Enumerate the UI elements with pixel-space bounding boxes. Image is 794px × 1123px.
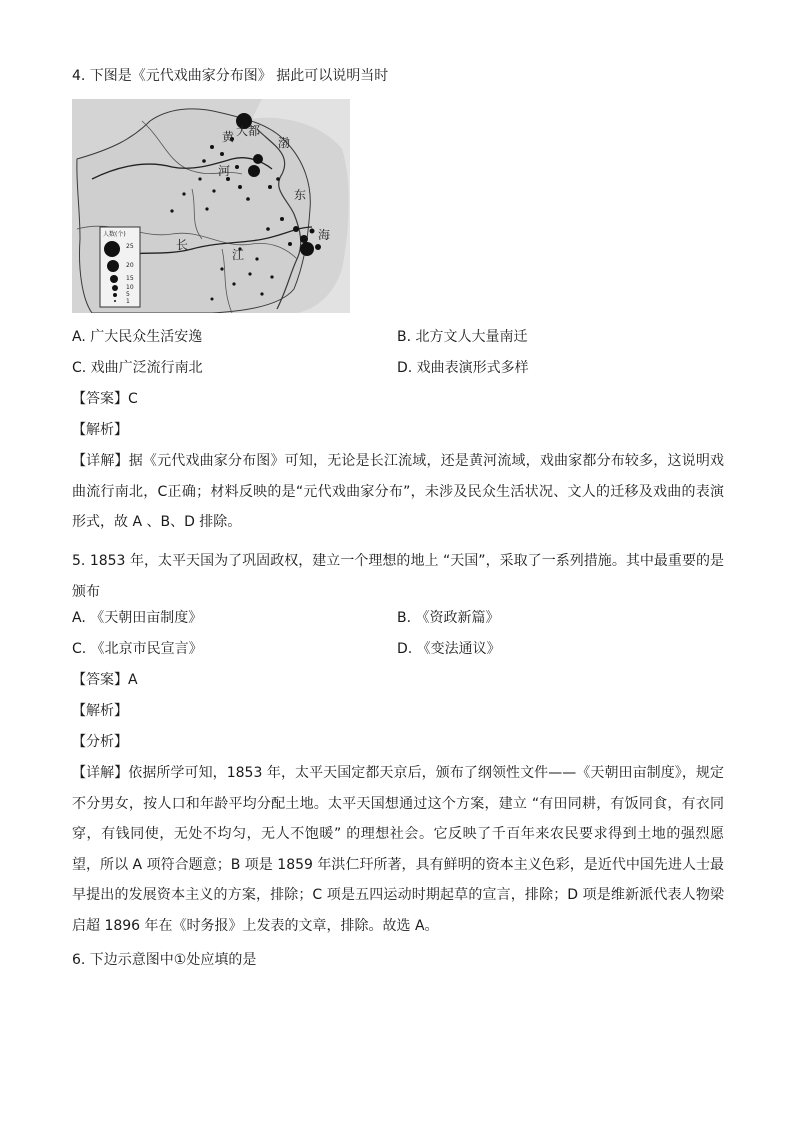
map-label-chang: 长 [176,238,189,252]
q5-analysis-label: 【解析】 [72,703,128,719]
map-label-jiang: 江 [232,248,245,262]
map-legend [100,227,140,307]
q4-detail: 【详解】据《元代戏曲家分布图》可知，无论是长江流域，还是黄河流域，戏曲家都分布较多，这说明戏曲流行南北，C正确；材料反映的是“元代戏曲家分布”，未涉及民众生活状况、文人的迁移及戏曲的表演形式，故 A 、B、D 排除。 [72,453,724,530]
legend-value: 20 [126,262,134,269]
q6-stem: 6. 下边示意图中①处应填的是 [72,952,257,968]
legend-title: 人数(个) [103,231,126,238]
q5-detail: 【详解】依据所学可知，1853 年，太平天国定都天京后，颁布了纲领性文件——《天朝田亩制度》，规定不分男女，按人口和年龄平均分配土地。太平天国想通过这个方案，建立 “有田同耕，有饭同食，有衣同穿，有钱同使，无处不均匀，无人不饱暖” 的理想社会。它反映了千百年来农民要求得到土地的强烈愿望，所以 A 项符合题意；B 项是 1859 年洪仁玕所著，具有鲜明的资本主义色彩，是近代中国先进人士最早提出的发展资本主义的方案，排除；C 项是五四运动时期起草的宣言，排除；D 项是维新派代表人物梁启超 1896 年在《时务报》上发表的文章，排除。故选 A。 [72,765,724,934]
legend-value: 25 [126,243,134,250]
legend-value: 10 [126,284,134,291]
q5-option-c: C. 《北京市民宣言》 [72,641,203,657]
q5-fenxi-label: 【分析】 [72,734,128,750]
answer-label: 【答案】 [72,672,128,688]
q4-stem: 4. 下图是《元代戏曲家分布图》 据此可以说明当时 [72,68,389,84]
map-label-he: 河 [218,164,231,178]
q5-stem: 5. 1853 年，太平天国为了巩固政权，建立一个理想的地上 “天国”，采取了一系列措施。其中最重要的是颁布 [72,553,724,600]
map-label-dong: 东 [294,188,307,202]
answer-value: A [128,672,138,688]
yuan-dramatist-map [72,99,350,313]
q4-option-d: D. 戏曲表演形式多样 [397,360,529,376]
q5-option-a: A. 《天朝田亩制度》 [72,610,203,626]
legend-value: 15 [126,275,134,282]
q5-option-b: B. 《资政新篇》 [397,610,500,626]
q4-option-c: C. 戏曲广泛流行南北 [72,360,203,376]
q4-option-b: B. 北方文人大量南迁 [397,329,528,345]
q5-answer [72,670,722,690]
map-label-hai: 海 [318,228,331,242]
q4-analysis-label: 【解析】 [72,422,128,438]
map-label-huang: 黄 [222,130,235,144]
q4-answer [72,389,722,409]
legend-value: 5 [126,291,130,298]
answer-value: C [128,391,138,407]
q4-option-a: A. 广大民众生活安逸 [72,329,203,345]
q5-option-d: D. 《变法通议》 [397,641,501,657]
map-label-bo: 渤 [278,136,291,150]
legend-value: 1 [126,298,130,305]
answer-label: 【答案】 [72,391,128,407]
map-label-dadu: 大都 [236,124,261,138]
